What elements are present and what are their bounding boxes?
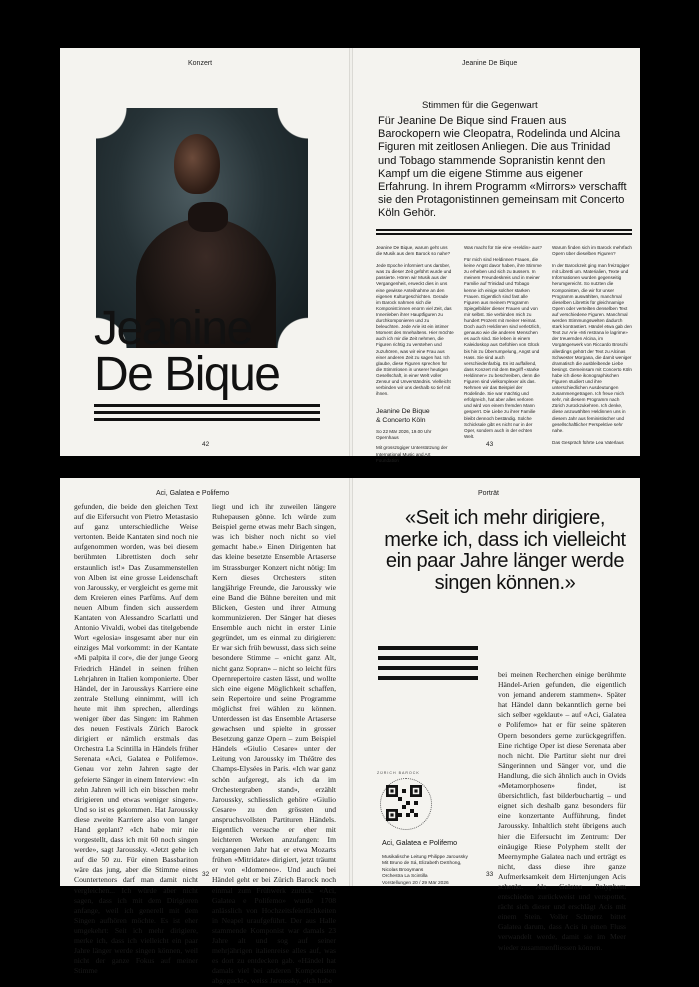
interview-question: Was macht für Sie eine «Heldin» aus? (464, 245, 542, 250)
interview-column-3 (552, 245, 632, 446)
interview-answer: Für mich sind Heldinnen Frauen, die keine Angst davor haben, ihre Stimme zu erheben und sich zu äussern. In meinem Freundeskreis und in meiner Familie auf Trinidad und Tobago kenne ich einige solcher starken Frauen. Eigentlich sind fast alle Figuren aus meinem Programm Spiegelbilder dieser Frauen und von mir selbst. Sie verbinden mich zu hundert Prozent mit meiner Heimat. Doch auch Heldinnen sind verletzlich, genauso wie die anderen Menschen es auch sind. Sie leben in einem Kaleidoskop aus Gefühlen von Glück bis hin zu Überrumpelung, Angst und Hass. Sie sind auch verschiedenfarbig. Es ist auffallend, dass Konzert mit dem Begriff «starke Heldinnen» zu beschreiben, denn die Figuren sind vielkomplexer als das. Nehmen wir das Beispiel der Rodelinde. Sie war mächtig und erfolgreich, hat aber alles verloren und wird von einem fremden Mann gesperrt. Die Liebe zu ihrer Familie bleibt dennoch beständig. Solche Schicksale gibt es nicht nur in der Oper, sondern auch in der echten Welt. (464, 257, 542, 439)
portrait-hand (188, 202, 228, 232)
credit-line1: Jeanine De Bique (376, 408, 430, 416)
article-subtitle: Stimmen für die Gegenwart (422, 100, 538, 111)
event-info (382, 838, 492, 887)
decorative-stripes (378, 646, 478, 684)
page-number: 32 (202, 871, 210, 878)
article-column-1: gefunden, die beide den gleichen Text auf die Eifersucht von Pietro Metastasio auf ganz unterschiedliche Weise vertonten. Beide Kantaten sind noch nie aufgenommen worden, was bei diesem berühmten Librettisten doch sehr erstaunlich ist!» Das Zusammenstellen von Alben ist eine grosse Leidenschaft von Jaroussky, er vergleicht es gerne mit dem Kreieren eines Parfüms. Auf dem neuen Album finden sich ausserdem Kantaten von Alessandro Scarlatti und Antonio Vivaldi, wobei das titelgebende Wort «gelosia» insgesamt aber nur ein einziges Mal vorkommt: in der Kantate «Mi palpita il cor», die der junge Georg Friedrich Händel in seinen frühen Lehrjahren in Italien komponierte. Über Händel, der in Jarousskys Karriere eine zentrale Stellung einnimmt, will ich heute mit ihm sprechen, allerdings weniger über das Singen: im Rahmen des neuen Festivals Zürich Barock dirigiert er nämlich erstmals das Orchestra La Scintilla in Händels früher Serenata «Aci, Galatea e Polifemo». Genau vor zehn Jahren sagte der gefeierte Sänger in einem Interview: «In zehn Jahren will ich ein bisschen mehr dirigieren und etwas weniger singen». Und so ist es gekommen. Hat Jaroussky diese zweite Karriere also von langer Hand geplant? «Ich habe mir nie vorgestellt, dass ich mit 60 noch singen werde», sagt Jaroussky. «Jetzt gehe ich auf die 50 zu. Für einen Bassbariton wäre das jung, aber die Stimme eines Countertenors darf man damit nicht vergleichen... Ich würde aber nicht sagen, dass ich mit dem Dirigieren anfange, weil ich generell mit dem Singen aufhören möchte. Es ist eher umgekehrt: Seit ich mehr dirigiere, merke ich, dass ich vielleicht ein paar Jahre länger werde singen können, weil nicht der ganze Fokus auf meiner Stimme (74, 502, 198, 976)
event-line: Vorstellungen 20 / 29 Mär 2026 (382, 880, 449, 886)
credit-line2: & Concerto Köln (376, 417, 426, 425)
running-head: Aci, Galatea e Polifemo (156, 490, 230, 497)
interview-question: Jeanine De Bique, warum geht uns die Musik aus dem Barock so nahe? (376, 245, 451, 257)
magazine-spread-top (60, 48, 640, 463)
event-details: So 22 Mär 2026, 19.00 Uhr Opernhaus (376, 429, 432, 441)
interview-answer: In der Barockzeit ging man freizügiger mit Libretti um. Materialien, Texte und Informationen wurden gegenseitig herumgereicht. So nutzten die Komponisten, die wir für unser Programm auswählten, manchmal dieselben Librettis für gleichnamige Opern oder verteilten denselben Text auf verschiedene Figuren. Manchmal werden Stimmungswelten dadurch stark kontrastiert. Händel etwa gab den Text zur Arie «Mi restrana le lagrime» der treuernden Alcina, im Vorgängerwerk von Riccardo Broschi allerdings gehört der Text zu Alcinas Schwester Morgana, die damit weniger dramatisch die ausbleibende Liebe besingt. Gemeinsam mit Concerto Köln habe ich diese ikonographischen Figuren studiert und ihre unterschiedlichen Ausdeutungen zusammengetragen. Ich freue mich sehr, mit diesem Programm nach Zürich zurückzukehren. Ich denke, diese anzuwählten Heldinnen uns in diesem Jahr aus feministischer und gesellschaftlicher Perspektive sehr nahe. (552, 263, 632, 433)
interview-column-1 (376, 245, 454, 464)
portrait-face (174, 134, 220, 194)
stamp-text: ZÜRICH BAROCK (377, 771, 420, 775)
artist-name-heading (94, 302, 324, 401)
page-42 (60, 48, 350, 456)
interview-answer: Jede Epoche informiert uns darüber, was zu dieser Zeit geführt wurde und passierte. Hören wir Musik aus der Vergangenheit, erweckt dies in uns eine gewisse Anteilnahme an den eigenen Kulturgeschichten. Gerade im Barock nahmen sich die Komponist:innen enorm viel Zeit, das Innenleben ihrer Hauptfiguren zu durchkomponieren und zu beleuchten. Jede Arie ist ein intimer Moment des Innehaltens. Hier möchte auch ich mir die Zeit nehmen, die Figuren richtig zu verstehen und zuzuhören, was wir eine Frau aus einer anderen Zeit zu sagen hat. Ich glaube, diese Figuren sprechen für die Stimmlosen in unserer heutigen Gesellschaft, in einer Welt voller Zensur und Unverständnis. Vielleicht verbinden wir uns deshalb so tief mit ihnen. (376, 263, 454, 397)
interview-credit: Das Gespräch führte Lea Vaterlaus (552, 439, 624, 445)
page-number: 43 (486, 441, 494, 448)
divider-rule (376, 229, 632, 231)
running-head: Jeanine De Bique (462, 60, 518, 67)
support-note: Mit grosszügiger Unterstützung der International Music and Art Foundation (376, 445, 448, 463)
artist-name-line2: De Bique (94, 348, 280, 401)
pull-quote: «Seit ich mehr dirigiere, merke ich, dass ich vielleicht ein paar Jahre länger werde singen können.» (384, 507, 626, 594)
page-43 (352, 48, 640, 463)
event-line: Musikalische Leitung Philippe Jaroussky (382, 855, 468, 860)
interview-column-2 (464, 245, 542, 440)
event-line: Orchestra La Scintilla (382, 874, 428, 880)
running-head: Porträt (478, 490, 500, 497)
interview-question: Warum finden sich im Barock mehrfach Opern über dieselben Figuren? (552, 245, 632, 257)
qr-code[interactable] (386, 785, 422, 821)
article-column-3: bei meinen Recherchen einige berühmte Händel-Arien gefunden, die eigentlich von jemand anderem stammen». Später hat Händel dann bekanntlich gerne bei sich selber «geklaut» – auf «Aci, Galatea e Polifemo» hat er für seine späteren Opern besonders gerne zurückgegriffen. Eine richtige Oper ist diese Serenata aber noch nicht. Die Partitur sieht nur drei Sängerinnen und Sänger vor, und die Handlung, die sich ähnlich auch in Ovids «Metamorphosen» findet, ist übersichtlich, fast bilderbuchartig – und eignet sich deshalb ganz besonders für eine konzertante Aufführung, findet Jaroussky. Inhaltlich steht übrigens auch hier die Eifersucht im Zentrum: Der einäugige Riese Polyphem stellt der Meernymphe Galatea nach und erträgt es nicht, dass diese ihre ganze Aufmerksamkeit dem Hirtenjungen Acis schenkt. Als Galatea Polyphem entschieden zurückweist und verspottet, rächt sich dieser und erschlägt Acis mit einem Stein. Voller Schmerz bittet Galatea darum, dass Acis in einen Fluss verwandelt werde, damit sie im Meer wieder zusammenfliessen können. (498, 670, 626, 952)
page-number: 33 (486, 871, 494, 878)
page-32 (60, 478, 350, 986)
divider-rule (376, 233, 632, 235)
page-33 (352, 478, 640, 952)
magazine-spread-bottom (60, 478, 640, 986)
article-intro: Für Jeanine De Bique sind Frauen aus Barockopern wie Cleopatra, Rodelinda und Alcina Figuren mit zeitlosen Anliegen. Die aus Trinidad und Tobago stammende Sopranistin kennt den Kampf um die eigene Stimme aus eigener Erfahrung. In ihrem Programm «Mirrors» verschafft sie den Protagonistinnen gemeinsam mit Concerto Köln Gehör. (378, 115, 627, 220)
event-title: Aci, Galatea e Polifemo (382, 838, 458, 847)
artist-name-line1: Jeanine (94, 302, 252, 355)
concert-credit (376, 407, 454, 425)
event-line: Mit Bruno de Sá, Elizabeth DeShong, (382, 861, 462, 867)
decorative-stripes (94, 404, 320, 425)
running-head: Konzert (188, 60, 213, 67)
event-line: Nicolas Brooymans (382, 867, 424, 873)
article-column-2: liegt und ich ihr zuweilen längere Ruhepausen gönne. Ich würde zum Beispiel gerne etwas mehr Bach singen, was ich bisher noch nicht so viel gemacht habe.» Einen Dirigenten hat das kleine besetzte Ensemble Artaserse im Strassburger Konzert nicht nötig: Im Kern dieses Orchesters stiten langjährige Freunde, die Jaroussky wie eine Band die Bühne bereiten und mit Blicken, Gesten und ihrer Atmung kommunizieren. Der Sänger hat dieses Ensemble auch nicht in erster Linie gegründet, um es einmal zu dirigieren: Er war sich früh bewusst, dass sich seine besondere Stimme – «nicht ganz Alt, nicht ganz Sopran» – nicht so leicht fürs Opernrepertoire casten lässt, und wollte sich eine eigene Möglichkeit schaffen, sein Repertoire und seine Programme möglichst frei wählen zu können. Unterdessen ist das Ensemble Artaserse gewachsen und spielte in grosser Besetzung ganze Opern – zum Beispiel Händels «Giulio Cesare» unter der Leitung von Jaroussky im Théâtre des Champs-Elysées in Paris. «Ich war ganz schön aufgeregt, als ich da im Orchestergraben stand», erzählt Jaroussky, schliesslich gehöre «Giulio Cesare» zu den grössten und anspruchsvollsten Partituren Händels. Eigentlich versuche er eher mit leichteren Werken anzufangen: Im vergangenen Jahr hat er etwa Mozarts frühen «Mitridate» dirigiert, jetzt träumt er von «Idomeneo». Und auch bei Händel geht er bei Zürich Barock noch einmal zum Frühwerk zurück: «Aci, Galatea e Polifemo» wurde 1708 anlässlich von Hochzeitsfeierlichkeiten in Neapel uraufgeführt. Der aus Halle stammende Komponist war damals 23 Jahre alt und sog auf seiner mehrjährigen italienreise alles auf, was es dort zu entdecken gab. «Händel hat damals viel bei anderen Komponisten abgeguckt», weiss Jaroussky, «ich habe (212, 502, 337, 986)
page-number: 42 (202, 441, 210, 448)
